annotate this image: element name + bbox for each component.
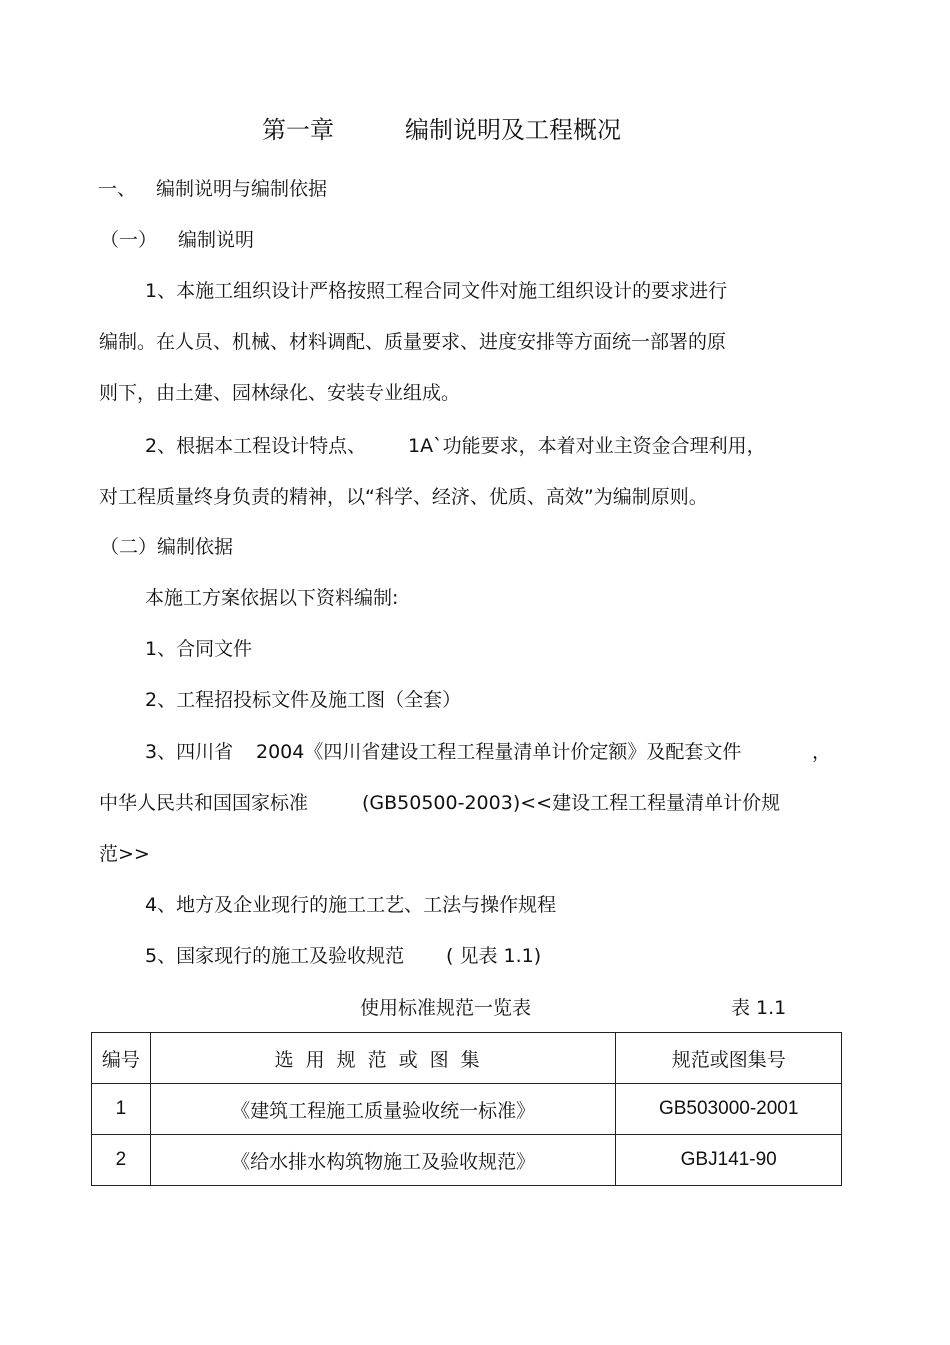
table-cell: GBJ141-90 bbox=[616, 1135, 842, 1186]
list-item: 3、四川省 bbox=[145, 741, 234, 763]
list-item: 中华人民共和国国家标准 bbox=[99, 792, 309, 814]
chapter-title: 编制说明及工程概况 bbox=[405, 116, 621, 144]
list-item: (GB50500-2003)<<建设工程工程量清单计价规 bbox=[362, 792, 781, 814]
paragraph-line: 则下，由土建、园林绿化、安装专业组成。 bbox=[99, 382, 461, 404]
list-item: 1、合同文件 bbox=[145, 638, 253, 660]
table-cell: 《给水排水构筑物施工及验收规范》 bbox=[150, 1135, 616, 1186]
table-cell: GB503000-2001 bbox=[616, 1084, 842, 1135]
basis-intro: 本施工方案依据以下资料编制: bbox=[145, 587, 399, 609]
paragraph-line: 2、根据本工程设计特点、 bbox=[145, 435, 367, 457]
header-cell: 编号 bbox=[92, 1033, 151, 1084]
section-marker: 一、 bbox=[98, 178, 137, 200]
subsection-marker: （一） bbox=[100, 229, 158, 251]
section-title: 编制说明与编制依据 bbox=[156, 178, 328, 200]
standards-table bbox=[91, 1032, 842, 1186]
list-item: ， bbox=[812, 741, 832, 763]
table-cell: 2 bbox=[92, 1135, 151, 1186]
table-label: 表 1.1 bbox=[731, 997, 787, 1019]
paragraph-line: 编制。在人员、机械、材料调配、质量要求、进度安排等方面统一部署的原 bbox=[99, 331, 727, 353]
subsection-title: 编制说明 bbox=[178, 229, 255, 251]
table-cell: 1 bbox=[92, 1084, 151, 1135]
list-item: 4、地方及企业现行的施工工艺、工法与操作规程 bbox=[145, 894, 557, 916]
paragraph-line: 1A`功能要求，本着对业主资金合理利用， bbox=[408, 435, 766, 457]
table-header-row bbox=[92, 1033, 842, 1084]
paragraph-line: 1、本施工组织设计严格按照工程合同文件对施工组织设计的要求进行 bbox=[145, 280, 728, 302]
table-cell: 《建筑工程施工质量验收统一标准》 bbox=[150, 1084, 616, 1135]
paragraph-line: 对工程质量终身负责的精神，以“科学、经济、优质、高效”为编制原则。 bbox=[99, 486, 708, 508]
list-item: 2004《四川省建设工程工程量清单计价定额》及配套文件 bbox=[256, 741, 742, 763]
table-row bbox=[92, 1135, 842, 1186]
list-item: ( 见表 1.1) bbox=[446, 945, 542, 967]
chapter-number: 第一章 bbox=[262, 116, 334, 144]
subsection-title: （二）编制依据 bbox=[100, 536, 234, 558]
header-cell: 选用规范或图集 bbox=[150, 1033, 616, 1084]
header-cell: 规范或图集号 bbox=[616, 1033, 842, 1084]
list-item: 5、国家现行的施工及验收规范 bbox=[145, 945, 405, 967]
table-caption: 使用标准规范一览表 bbox=[360, 997, 532, 1019]
table-row bbox=[92, 1084, 842, 1135]
list-item: 2、工程招投标文件及施工图（全套） bbox=[145, 689, 462, 711]
list-item: 范>> bbox=[99, 843, 150, 865]
